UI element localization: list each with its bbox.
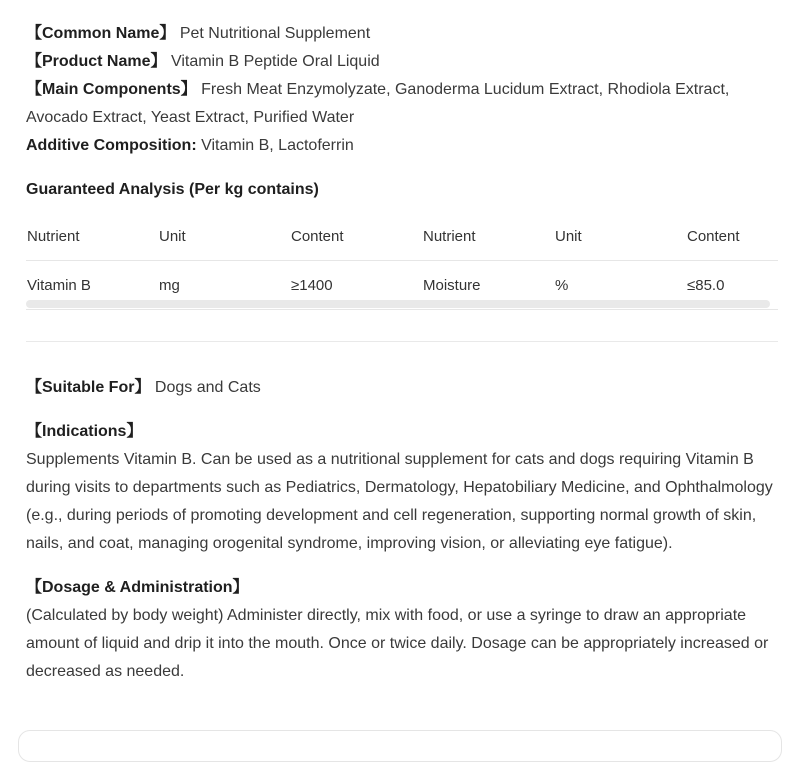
common-name-line [26,20,778,48]
header-cell: Unit [158,212,290,261]
table-cell: ≥1400 [290,261,422,310]
main-components-value: Fresh Meat Enzymolyzate, Ganoderma Lucidum Extract, Rhodiola Extract, Avocado Extract, Yeast Extract, Purified Water [26,81,730,126]
suitable-for-value: Dogs and Cats [154,379,261,396]
suitable-for-label: 【Suitable For】 [26,379,151,396]
indications-text: Supplements Vitamin B. Can be used as a nutritional supplement for cats and dogs requiring Vitamin B during visits to departments such as Pediatrics, Dermatology, Hepatobiliary Medicine, and Ophthalmology (e.g., during periods of promoting development and cell regeneration, supporting normal growth of skin, nails, and coat, managing orogenital syndrome, improving vision, or alleviating eye fatigue). [26,451,773,552]
table-horizontal-scrollbar[interactable] [26,300,770,308]
dosage-text: (Calculated by body weight) Administer directly, mix with food, or use a syringe to draw an appropriate amount of liquid and drip it into the mouth. Once or twice daily. Dosage can be appropriately increased or decreased as needed. [26,607,769,680]
analysis-table [26,212,778,310]
header-cell: Content [686,212,778,261]
dosage-title: 【Dosage & Administration】 [26,579,249,596]
table-cell: ≤85.0 [686,261,778,310]
common-name-value: Pet Nutritional Supplement [179,25,371,42]
main-components-line [26,76,778,132]
product-name-label: 【Product Name】 [26,53,167,70]
suitable-for-line [26,374,778,402]
section-divider [26,341,778,342]
product-name-value: Vitamin B Peptide Oral Liquid [170,53,380,70]
indications-title: 【Indications】 [26,423,143,440]
header-cell: Nutrient [422,212,554,261]
additive-label: Additive Composition: [26,137,197,154]
table-header-row [26,212,778,261]
table-cell: Moisture [422,261,554,310]
main-components-label: 【Main Components】 [26,81,197,98]
table-cell: Vitamin B [26,261,158,310]
additive-line [26,132,778,160]
product-name-line [26,48,778,76]
table-cell: mg [158,261,290,310]
next-card-edge [18,730,782,762]
table-cell: % [554,261,686,310]
header-cell: Content [290,212,422,261]
common-name-label: 【Common Name】 [26,25,176,42]
analysis-title: Guaranteed Analysis (Per kg contains) [26,181,319,198]
header-cell: Nutrient [26,212,158,261]
additive-value: Vitamin B, Lactoferrin [201,137,354,154]
product-description [26,20,778,686]
header-cell: Unit [554,212,686,261]
